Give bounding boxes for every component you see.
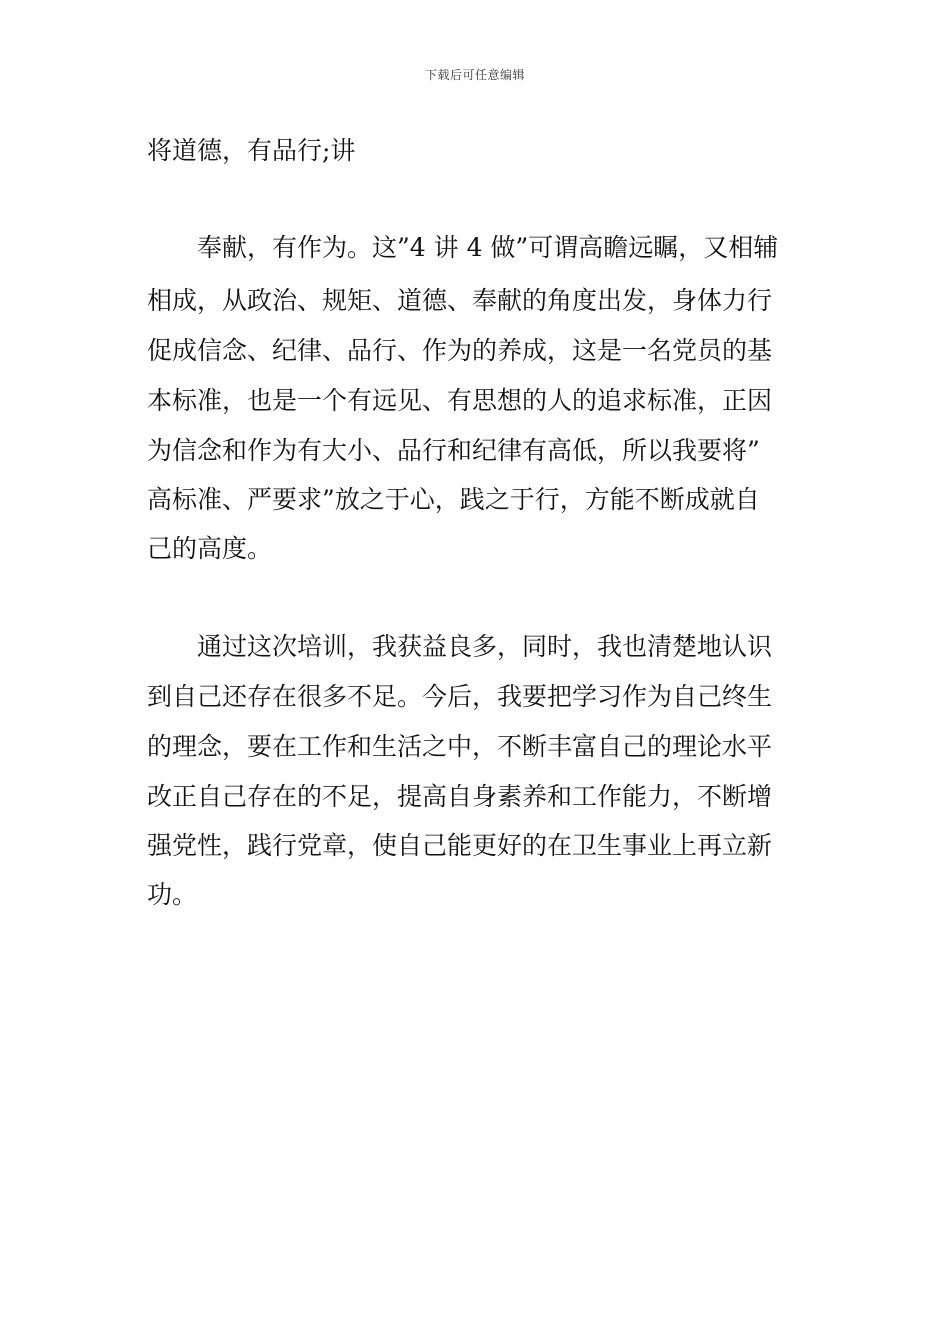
paragraph2-line-1: 通过这次培训，我获益良多，同时，我也清楚地认识 <box>197 632 773 661</box>
paragraph2-line-4: 改正自己存在的不足，提高自身素养和工作能力，不断增 <box>147 782 773 811</box>
paragraph2-line-2: 到自己还存在很多不足。今后，我要把学习作为自己终生 <box>147 682 773 711</box>
paragraph1-line-4: 本标准，也是一个有远见、有思想的人的追求标准，正因 <box>147 386 773 415</box>
paragraph1-line-2: 相成，从政治、规矩、道德、奉献的角度出发，身体力行 <box>147 286 773 315</box>
paragraph2-line-5: 强党性，践行党章，使自己能更好的在卫生事业上再立新 <box>147 831 773 860</box>
paragraph2-line-3: 的理念，要在工作和生活之中，不断丰富自己的理论水平 <box>147 732 773 761</box>
paragraph1-line-6: 高标准、严要求”放之于心，践之于行，方能不断成就自 <box>147 485 760 514</box>
paragraph1-line-7: 己的高度。 <box>147 534 273 563</box>
paragraph1-line-3: 促成信念、纪律、品行、作为的养成，这是一名党员的基 <box>147 336 773 365</box>
paragraph1-line-5: 为信念和作为有大小、品行和纪律有高低，所以我要将” <box>147 436 760 465</box>
page-header: 下载后可任意编辑 <box>424 68 525 82</box>
fragment-line: 将道德，有品行;讲 <box>147 136 356 165</box>
paragraph2-line-6: 功。 <box>147 880 198 909</box>
paragraph1-line-1: 奉献，有作为。这”4 讲 4 做”可谓高瞻远瞩，又相辅 <box>197 233 779 262</box>
